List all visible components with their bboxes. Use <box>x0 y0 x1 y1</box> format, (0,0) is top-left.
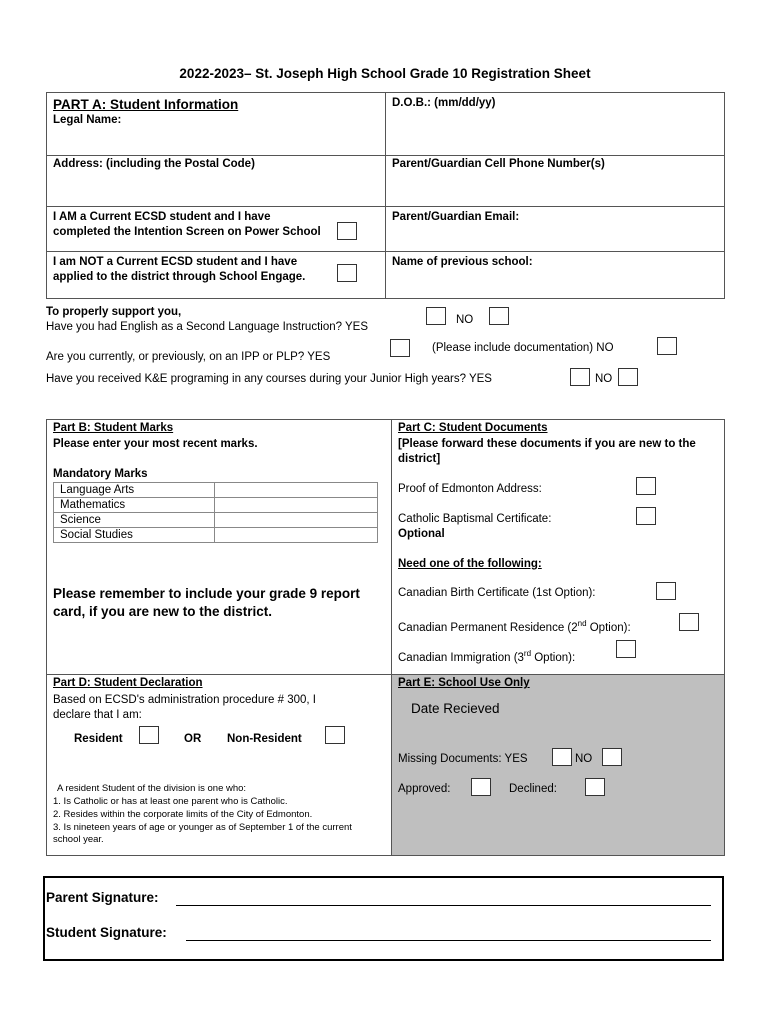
optional-label: Optional <box>398 528 445 540</box>
part-b-instruction: Please enter your most recent marks. <box>53 438 258 450</box>
not-current-student-label: I am NOT a Current ECSD student and I have applied to the district through School Engage. <box>53 256 306 283</box>
part-c-instruction: [Please forward these documents if you are new to the district] <box>398 438 696 465</box>
baptismal-label: Catholic Baptismal Certificate: <box>398 513 552 525</box>
parent-signature-label: Parent Signature: <box>46 890 159 905</box>
subject-label: Social Studies <box>54 528 215 543</box>
current-student-checkbox[interactable] <box>337 222 357 240</box>
parent-phone-label: Parent/Guardian Cell Phone Number(s) <box>392 158 605 170</box>
parent-email-cell[interactable] <box>385 206 725 252</box>
ipp-no-checkbox[interactable] <box>657 337 677 355</box>
missing-docs-no-label: NO <box>575 753 593 765</box>
mark-input[interactable] <box>215 483 378 498</box>
declined-checkbox[interactable] <box>585 778 605 796</box>
parent-signature-line[interactable] <box>176 890 711 906</box>
ke-question: Have you received K&E programing in any courses during your Junior High years? YES <box>46 373 492 385</box>
immigration-sup: rd <box>523 649 532 658</box>
residence-text: Canadian Permanent Residence (2 <box>398 621 578 634</box>
baptismal-checkbox[interactable] <box>636 507 656 525</box>
resident-checkbox[interactable] <box>139 726 159 744</box>
ipp-yes-checkbox[interactable] <box>390 339 410 357</box>
not-current-student-checkbox[interactable] <box>337 264 357 282</box>
signature-box <box>43 876 724 961</box>
esl-no-label: NO <box>456 314 474 326</box>
ipp-question: Are you currently, or previously, on an IPP or PLP? YES <box>46 351 331 363</box>
ke-no-checkbox[interactable] <box>618 368 638 386</box>
dob-cell[interactable] <box>385 92 725 156</box>
immigration-checkbox[interactable] <box>616 640 636 658</box>
dob-label: D.O.B.: (mm/dd/yy) <box>392 97 496 109</box>
mandatory-marks-label: Mandatory Marks <box>53 468 148 480</box>
support-intro: To properly support you, <box>46 306 182 318</box>
ipp-note: (Please include documentation) NO <box>432 342 614 354</box>
marks-row <box>54 528 378 543</box>
part-b-box <box>46 419 392 675</box>
part-d-header: Part D: Student Declaration <box>53 677 203 689</box>
proof-address-label: Proof of Edmonton Address: <box>398 483 542 495</box>
missing-docs-no-checkbox[interactable] <box>602 748 622 766</box>
resident-def-3: 3. Is nineteen years of age or younger as of September 1 of the current school year. <box>53 822 352 845</box>
part-e-header: Part E: School Use Only <box>398 677 530 689</box>
birth-cert-checkbox[interactable] <box>656 582 676 600</box>
report-card-reminder: Please remember to include your grade 9 report card, if you are new to the district. <box>53 586 360 619</box>
esl-yes-checkbox[interactable] <box>426 307 446 325</box>
address-cell[interactable] <box>46 155 386 207</box>
current-student-cell <box>46 206 386 252</box>
subject-label: Mathematics <box>54 498 215 513</box>
legal-name-label: Legal Name: <box>53 114 122 126</box>
not-current-student-cell <box>46 251 386 299</box>
parent-email-label: Parent/Guardian Email: <box>392 211 520 223</box>
previous-school-cell[interactable] <box>385 251 725 299</box>
student-signature-label: Student Signature: <box>46 925 167 940</box>
resident-def-intro: A resident Student of the division is one who: <box>57 783 247 794</box>
esl-question: Have you had English as a Second Language Instruction? YES <box>46 321 369 333</box>
marks-row <box>54 498 378 513</box>
part-b-header: Part B: Student Marks <box>53 422 174 434</box>
marks-row <box>54 483 378 498</box>
residence-end: Option): <box>586 621 631 634</box>
current-student-label: I AM a Current ECSD student and I have completed the Intention Screen on Power School <box>53 211 321 238</box>
page-title: 2022-2023– St. Joseph High School Grade 10 Registration Sheet <box>179 66 591 81</box>
approved-label: Approved: <box>398 783 451 795</box>
non-resident-label: Non-Resident <box>227 733 302 745</box>
residence-checkbox[interactable] <box>679 613 699 631</box>
subject-label: Science <box>54 513 215 528</box>
need-one-label: Need one of the following: <box>398 558 542 570</box>
resident-def-1: 1. Is Catholic or has at least one parent who is Catholic. <box>53 796 288 807</box>
immigration-end: Option): <box>531 651 576 664</box>
date-received-label: Date Recieved <box>411 701 500 716</box>
missing-docs-label: Missing Documents: YES <box>398 753 528 765</box>
non-resident-checkbox[interactable] <box>325 726 345 744</box>
legal-name-cell[interactable] <box>46 92 386 156</box>
birth-cert-label: Canadian Birth Certificate (1st Option): <box>398 587 596 599</box>
mark-input[interactable] <box>215 528 378 543</box>
mark-input[interactable] <box>215 513 378 528</box>
missing-docs-yes-checkbox[interactable] <box>552 748 572 766</box>
declined-label: Declined: <box>509 783 557 795</box>
subject-label: Language Arts <box>54 483 215 498</box>
address-label: Address: (including the Postal Code) <box>53 158 255 170</box>
previous-school-label: Name of previous school: <box>392 256 533 268</box>
resident-def-2: 2. Resides within the corporate limits of the City of Edmonton. <box>53 809 313 820</box>
part-c-header: Part C: Student Documents <box>398 422 548 434</box>
immigration-text: Canadian Immigration (3 <box>398 651 524 664</box>
resident-label: Resident <box>74 733 123 745</box>
proof-address-checkbox[interactable] <box>636 477 656 495</box>
marks-table <box>53 482 378 543</box>
student-signature-line[interactable] <box>186 925 711 941</box>
residence-sup: nd <box>577 619 587 628</box>
immigration-label <box>398 646 575 666</box>
marks-row <box>54 513 378 528</box>
ke-yes-checkbox[interactable] <box>570 368 590 386</box>
mark-input[interactable] <box>215 498 378 513</box>
residence-label <box>398 616 631 636</box>
ke-no-label: NO <box>595 373 613 385</box>
or-label: OR <box>184 733 202 745</box>
declaration-text: Based on ECSD's administration procedure # 300, I declare that I am: <box>53 694 317 721</box>
parent-phone-cell[interactable] <box>385 155 725 207</box>
approved-checkbox[interactable] <box>471 778 491 796</box>
esl-no-checkbox[interactable] <box>489 307 509 325</box>
part-a-header: PART A: Student Information <box>53 97 239 112</box>
